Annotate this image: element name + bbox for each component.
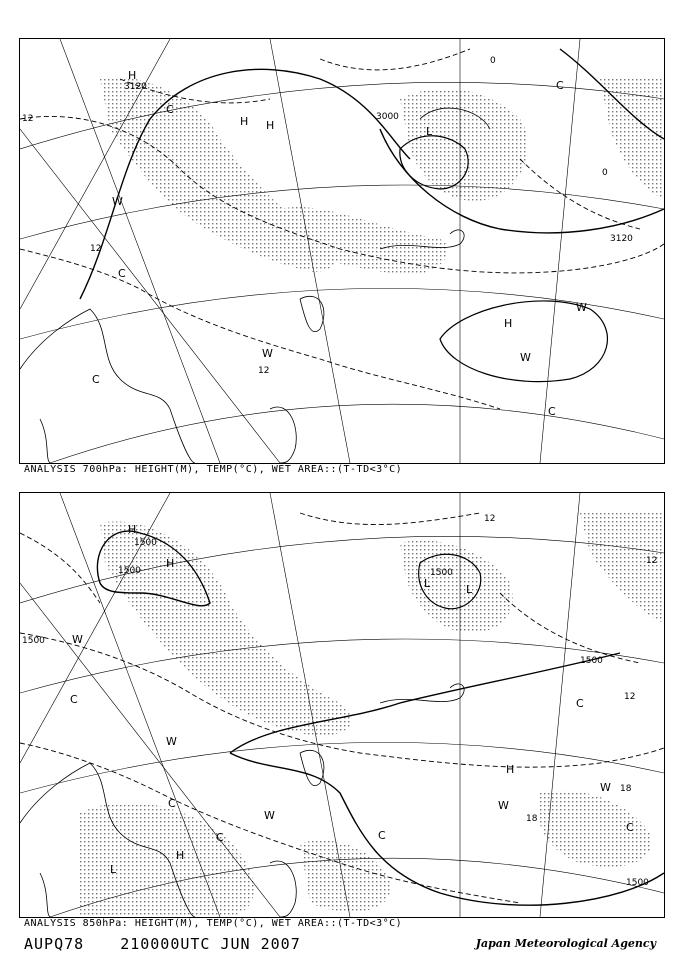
wet-area-700 [100,77,664,274]
contour-label: 3120 [124,82,147,92]
center-symbol: C [548,405,556,418]
center-symbol: H [128,523,137,536]
center-symbol: H [128,69,137,82]
center-symbol: C [166,103,174,116]
contour-label: 12 [484,514,496,524]
valid-time: 210000UTC JUN 2007 [120,935,301,953]
center-symbol: C [556,79,564,92]
weather-map-850hpa [20,493,664,917]
center-symbol: H [176,849,185,862]
contour-label: 0 [490,56,496,66]
center-symbol: W [498,799,509,812]
contour-label: 0 [602,168,608,178]
contour-label: 18 [620,784,632,794]
center-symbol: C [378,829,386,842]
chart-code: AUPQ78 [24,935,85,953]
center-symbol: W [262,347,273,360]
center-symbol: W [264,809,275,822]
center-symbol: H [266,119,275,132]
map-panel-850hpa [19,492,665,918]
chart-identifier [24,935,337,953]
contour-label: 1500 [430,568,453,578]
center-symbol: C [92,373,100,386]
center-symbol: H [166,557,175,570]
caption-850hpa: ANALYSIS 850hPa: HEIGHT(M), TEMP(°C), WET AREA::(T-TD<3°C) [24,918,403,929]
contour-label: 12 [258,366,270,376]
center-symbol: C [576,697,584,710]
contour-label: 3120 [610,234,633,244]
contour-label: 12 [646,556,658,566]
contour-label: 1500 [580,656,603,666]
center-symbol: C [118,267,126,280]
center-symbol: W [520,351,531,364]
contour-label: 12 [624,692,636,702]
map-panel-700hpa [19,38,665,464]
weather-map-700hpa [20,39,664,463]
center-symbol: C [626,821,634,834]
center-symbol: W [600,781,611,794]
contour-label: 18 [526,814,538,824]
caption-700hpa: ANALYSIS 700hPa: HEIGHT(M), TEMP(°C), WET AREA::(T-TD<3°C) [24,464,403,475]
center-symbol: H [240,115,249,128]
contour-label: 12 [22,114,34,124]
center-symbol: L [110,863,117,876]
contour-label: 1500 [626,878,649,888]
center-symbol: W [72,633,83,646]
agency-credit: Japan Meteorological Agency [475,937,656,950]
center-symbol: C [168,797,176,810]
center-symbol: W [112,195,123,208]
center-symbol: L [424,577,431,590]
center-symbol: L [466,583,473,596]
contour-label: 3000 [376,112,399,122]
wet-area-850 [80,513,664,917]
contour-label: 1500 [22,636,45,646]
center-symbol: H [504,317,513,330]
center-symbol: W [166,735,177,748]
contour-label: 12 [90,244,102,254]
center-symbol: H [506,763,515,776]
contour-label: 1500 [134,538,157,548]
center-symbol: C [70,693,78,706]
center-symbol: C [216,831,224,844]
center-symbol: L [426,125,433,138]
center-symbol: W [576,301,587,314]
contour-label: 1500 [118,566,141,576]
